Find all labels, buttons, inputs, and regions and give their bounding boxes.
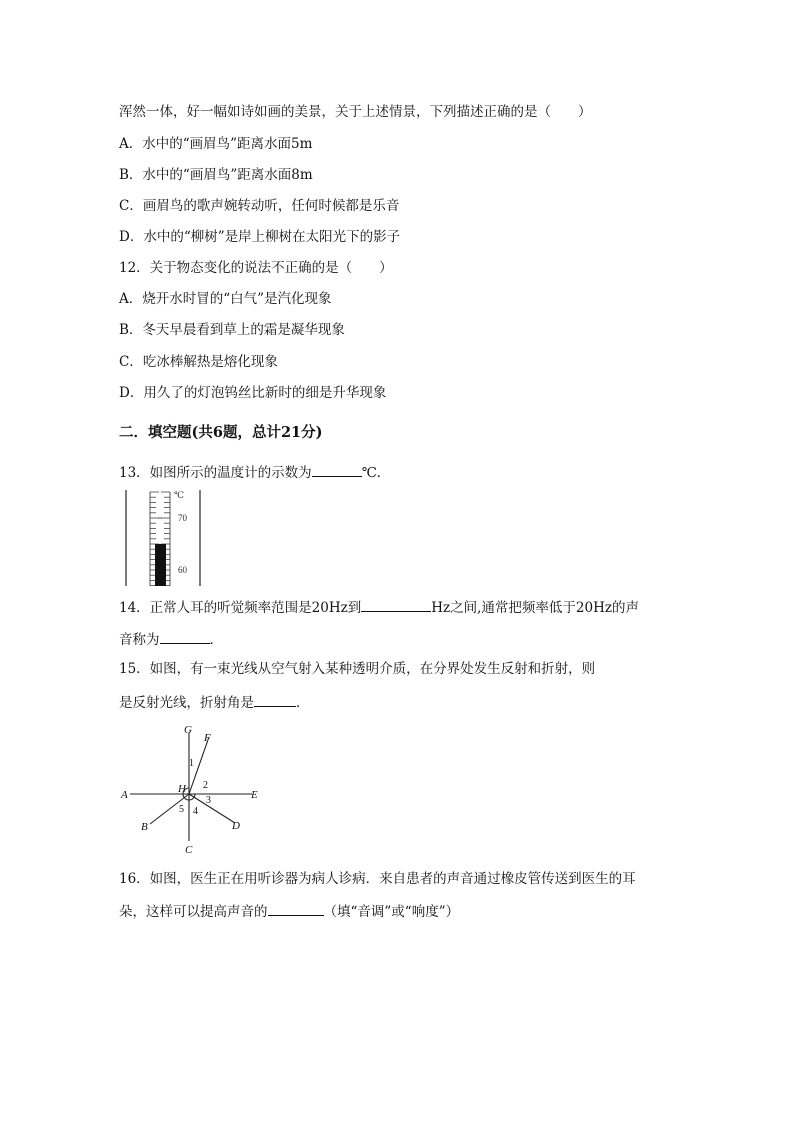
label-d: D [232,820,240,832]
q11-stem-tail: 浑然一体，好一幅如诗如画的美景，关于上述情景，下列描述正确的是（ ） [119,104,592,120]
thermometer-figure [119,488,211,588]
q13-text-before: 13．如图所示的温度计的示数为 [119,465,312,481]
q12-stem: 12．关于物态变化的说法不正确的是（ ） [119,260,393,276]
q16-answer-blank[interactable] [268,901,324,916]
angle-2: 2 [203,780,208,791]
q16-line-1: 16．如图，医生正在用听诊器为病人诊病．来自患者的声音通过橡皮管传送到医生的耳 [119,871,636,887]
q11-option-a: A．水中的“画眉鸟”距离水面5m [119,136,313,152]
thermometer-liquid-column [155,544,166,586]
q14-text-before: 14．正常人耳的听觉频率范围是20Hz到 [119,600,362,616]
q16-line-2 [119,901,459,921]
q11-option-c: C．画眉鸟的歌声婉转动听，任何时候都是乐音 [119,198,400,214]
angle-1: 1 [189,758,194,769]
q12-option-a: A．烧开水时冒的“白气”是汽化现象 [119,291,332,307]
label-c: C [185,844,193,856]
q14-answer-blank-2[interactable] [160,629,210,644]
thermometer-label-70: 70 [178,513,187,523]
q15-line-2 [119,692,310,712]
q11-option-b: B．水中的“画眉鸟”距离水面8m [119,167,313,183]
section-heading: 二．填空题(共6题，总计21分) [119,424,323,441]
label-e: E [251,789,258,801]
q16-line2-after: （填“音调”或“响度”） [323,904,460,920]
angle-3: 3 [206,795,211,806]
q13-text-after: ℃． [361,465,391,481]
q15-line2-before: 是反射光线，折射角是 [119,695,254,711]
label-f: F [204,732,211,744]
q15-answer-blank[interactable] [254,692,296,707]
q16-line2-before: 朵，这样可以提高声音的 [119,904,268,920]
q15-line2-after: ． [296,695,310,711]
q15-line-1: 15．如图，有一束光线从空气射入某种透明介质，在分界处发生反射和折射，则 [119,661,596,677]
q12-option-b: B．冬天早晨看到草上的霜是凝华现象 [119,322,345,338]
q13-stem [119,462,390,482]
thermometer-unit: ℃ [174,490,185,500]
label-a: A [121,789,128,801]
q14-answer-blank-1[interactable] [361,597,431,612]
label-b: B [141,821,148,833]
q13-answer-blank[interactable] [312,462,362,477]
q14-line2-before: 音称为 [119,632,160,648]
light-rays-figure [114,721,274,856]
q14-line2-after: ． [209,632,223,648]
q12-option-c: C．吃冰棒解热是熔化现象 [119,354,278,370]
q14-line-1 [119,597,639,617]
q12-option-d: D．用久了的灯泡钨丝比新时的细是升华现象 [119,385,387,401]
angle-5: 5 [179,804,184,815]
thermometer-label-60: 60 [178,565,187,575]
label-h: H [178,783,186,795]
q14-line-2 [119,629,223,649]
q14-text-after: Hz之间,通常把频率低于20Hz的声 [431,600,639,616]
label-g: G [184,724,192,736]
angle-4: 4 [193,806,198,817]
q11-option-d: D．水中的“柳树”是岸上柳树在太阳光下的影子 [119,229,401,245]
